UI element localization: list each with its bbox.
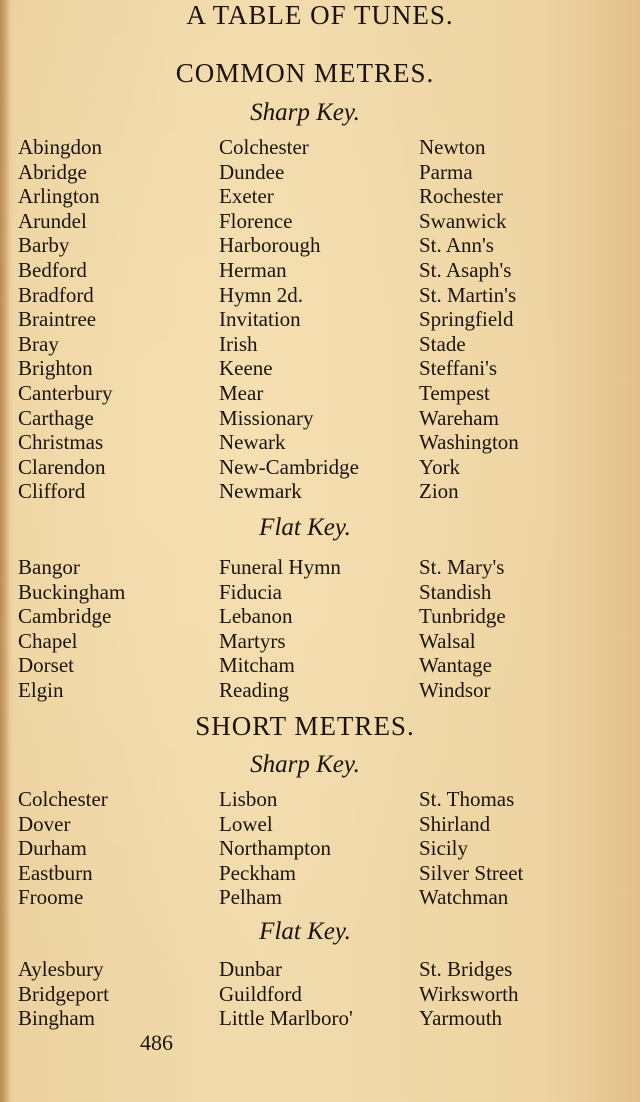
table-row <box>0 653 640 678</box>
tune-name: Rochester <box>419 184 503 209</box>
table-row <box>0 885 640 910</box>
tune-name: Bradford <box>18 282 94 307</box>
tune-name: Wareham <box>419 405 499 430</box>
tune-name: Brighton <box>18 356 93 381</box>
table-row <box>0 356 640 381</box>
tune-name: Christmas <box>18 430 104 455</box>
tune-name: Parma <box>419 159 473 184</box>
tune-name: Newark <box>219 430 286 455</box>
key-heading-short-flat: Flat Key. <box>259 918 351 945</box>
table-row <box>0 836 640 861</box>
tune-name: Standish <box>419 579 492 604</box>
page-title: A TABLE OF TUNES. <box>186 0 454 30</box>
table-row <box>0 283 640 308</box>
tune-name: York <box>419 454 461 479</box>
tune-name: Durham <box>18 836 87 861</box>
tune-name: Irish <box>219 331 258 356</box>
table-row <box>0 233 640 258</box>
tune-name: Bridgeport <box>18 981 109 1006</box>
tune-name: Dundee <box>219 159 285 184</box>
tune-name: Walsal <box>419 628 476 653</box>
tune-name: Dover <box>18 811 71 836</box>
tune-name: Tunbridge <box>419 604 506 629</box>
tune-name: Eastburn <box>18 860 93 885</box>
tune-name: Lisbon <box>219 787 278 811</box>
tune-name: Guildford <box>219 981 302 1006</box>
tune-name: New-Cambridge <box>219 454 359 479</box>
tune-name: Silver Street <box>419 860 524 885</box>
tune-name: St. Bridges <box>419 957 513 981</box>
tune-name: St. Mary's <box>419 555 505 579</box>
tune-name: Steffani's <box>419 356 498 381</box>
tune-name: Clifford <box>18 479 86 504</box>
table-row <box>0 982 640 1007</box>
table-row <box>0 258 640 283</box>
tune-name: Missionary <box>219 405 314 430</box>
tune-name: Braintree <box>18 307 97 332</box>
table-row <box>0 812 640 837</box>
tune-name: Little Marlboro' <box>219 1006 353 1031</box>
tune-name: Chapel <box>18 628 78 653</box>
tune-name: Bingham <box>18 1006 95 1031</box>
tune-name: Wirksworth <box>419 981 519 1006</box>
tune-name: St. Asaph's <box>419 258 512 282</box>
tune-name: Abingdon <box>18 135 102 159</box>
key-heading-common-sharp: Sharp Key. <box>250 99 360 126</box>
tune-name: Mear <box>219 381 264 405</box>
tune-name: Clarendon <box>18 454 106 479</box>
table-row <box>0 406 640 431</box>
tune-name: Tempest <box>419 381 490 405</box>
tune-name: Lebanon <box>219 604 293 629</box>
table-row <box>0 430 640 455</box>
tune-name: Watchman <box>419 885 509 910</box>
tune-name: Swanwick <box>419 208 507 233</box>
table-row <box>0 604 640 629</box>
tune-name: Carthage <box>18 405 94 430</box>
tune-name: Buckingham <box>18 579 126 604</box>
tune-name: Yarmouth <box>419 1006 503 1031</box>
tune-name: Harborough <box>219 233 321 258</box>
tune-name: Abridge <box>18 159 87 184</box>
tune-name: Canterbury <box>18 381 113 405</box>
tune-name: Cambridge <box>18 604 112 629</box>
table-row <box>0 307 640 332</box>
tune-name: Pelham <box>219 885 282 910</box>
tune-name: St. Ann's <box>419 233 494 258</box>
tune-name: Windsor <box>419 678 491 702</box>
tune-name: Zion <box>419 479 459 504</box>
tune-name: Colchester <box>18 787 108 811</box>
tune-name: Newmark <box>219 479 302 504</box>
tune-name: Washington <box>419 430 519 455</box>
key-heading-common-flat: Flat Key. <box>259 514 351 541</box>
table-row <box>0 135 640 160</box>
tune-name: Bangor <box>18 555 80 579</box>
tune-name: Barby <box>18 233 70 258</box>
tune-name: Funeral Hymn <box>219 555 341 579</box>
tune-name: Froome <box>18 885 84 910</box>
tune-name: Aylesbury <box>18 957 104 981</box>
tune-name: Northampton <box>219 836 331 861</box>
section-heading-short-metres: SHORT METRES. <box>195 711 415 741</box>
tune-name: Colchester <box>219 135 309 159</box>
section-heading-common-metres: COMMON METRES. <box>175 58 435 88</box>
tune-name: Reading <box>219 678 289 702</box>
table-row <box>0 479 640 504</box>
tune-name: Arundel <box>18 208 87 233</box>
tune-name: Stade <box>419 331 466 356</box>
tune-name: Mitcham <box>219 653 295 678</box>
tune-name: Lowel <box>219 811 273 836</box>
tune-name: Shirland <box>419 811 491 836</box>
table-row <box>0 160 640 185</box>
tune-name: Exeter <box>219 184 274 209</box>
tune-name: Dunbar <box>219 957 282 981</box>
page-number: 486 <box>140 1030 173 1055</box>
tune-name: Wantage <box>419 653 492 678</box>
tune-name: Newton <box>419 135 486 159</box>
table-row <box>0 555 640 580</box>
tune-name: Springfield <box>419 307 514 332</box>
tune-name: Fiducia <box>219 579 282 604</box>
tune-name: Herman <box>219 258 287 282</box>
tune-name: Hymn 2d. <box>219 282 303 307</box>
table-row <box>0 184 640 209</box>
table-row <box>0 1006 640 1031</box>
table-row <box>0 580 640 605</box>
table-row <box>0 861 640 886</box>
table-row <box>0 381 640 406</box>
tune-name: Peckham <box>219 860 296 885</box>
tune-name: Bedford <box>18 258 87 282</box>
table-row <box>0 629 640 654</box>
table-row <box>0 332 640 357</box>
tune-name: Dorset <box>18 653 74 678</box>
tune-name: St. Thomas <box>419 787 515 811</box>
tune-name: St. Martin's <box>419 282 517 307</box>
table-row <box>0 787 640 812</box>
tune-name: Elgin <box>18 678 64 702</box>
tune-name: Bray <box>18 331 59 356</box>
key-heading-short-sharp: Sharp Key. <box>250 751 360 778</box>
tune-name: Arlington <box>18 184 100 209</box>
tune-name: Florence <box>219 208 293 233</box>
tune-name: Keene <box>219 356 273 381</box>
table-row <box>0 455 640 480</box>
tune-name: Martyrs <box>219 628 286 653</box>
table-row <box>0 678 640 703</box>
table-row <box>0 209 640 234</box>
tune-name: Invitation <box>219 307 301 332</box>
tune-name: Sicily <box>419 836 469 861</box>
table-row <box>0 957 640 982</box>
